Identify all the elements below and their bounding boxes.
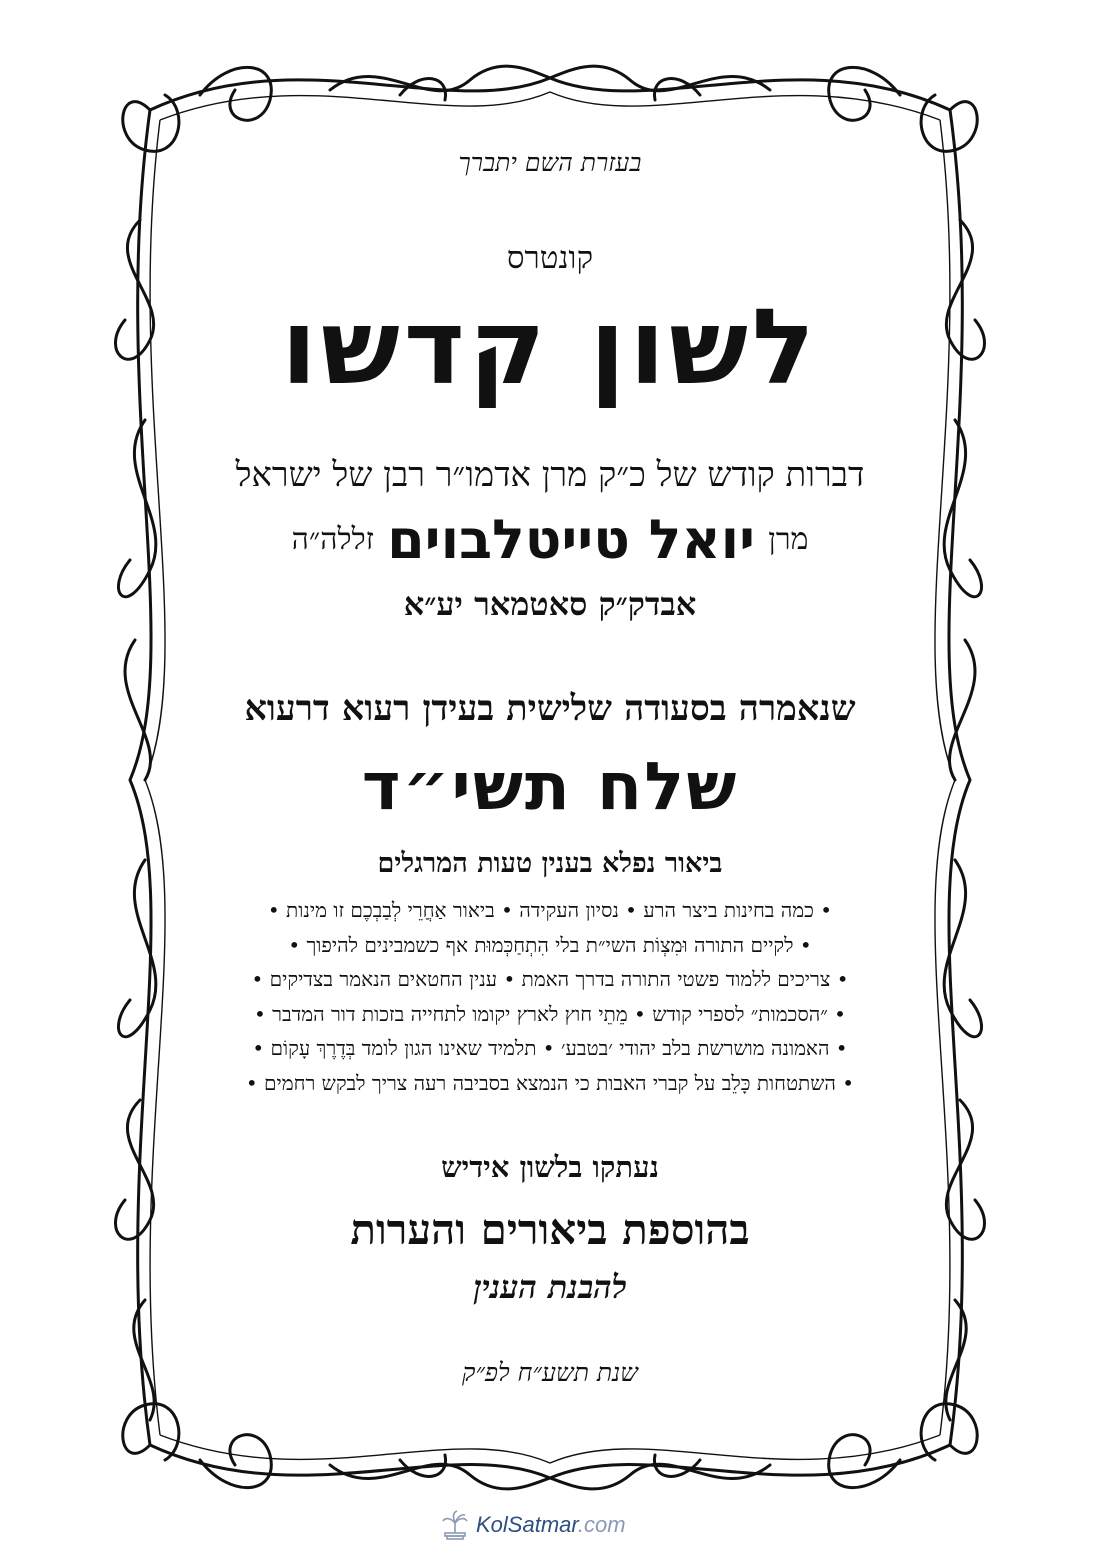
with-help-of-god: בעזרת השם יתברך [458,148,642,177]
avdak-line: אבדק״ק סאטמאר יע״א [403,585,697,623]
parsha-year: שלח תשי״ד [361,748,739,825]
topic-line: • השתטחות כָּלֵב על קברי האבות כי הנמצא בסביבה רעה צריך לבקש רחמים • [245,1070,855,1095]
rebbe-name-line [195,508,905,571]
logo-suffix: .com [577,1512,626,1537]
rebbe-name: יואל טייטלבוים [387,508,756,571]
publication-year: שנת תשע״ח לפ״ק [461,1358,639,1387]
logo-text [476,1512,626,1538]
topic-line: • ״הסכמות״ לספרי קודש • מֵתֵי חוץ לארץ יקומו לתחייה בזכות דור המדבר • [254,1001,846,1026]
topics-list [183,893,917,1100]
topic-line: • האמונה מושרשת בלב יהודי ׳בטבע׳ • תלמיד שאינו הגון לומד בְּדֶרֶךְ עָקוֹם • [252,1036,848,1060]
understanding-line: להבנת הענין [473,1268,627,1306]
topic-line: • לקיים התורה וּמִצְוֹת השי״ת בלי הִתְחַכְּמוּת אף כשמבינים להיפוך • [288,932,812,957]
title-page [195,130,905,1430]
maran-prefix: מרן [768,522,809,557]
said-at-line: שנאמרה בסעודה שלישית בעידן רעוא דרעוא [244,688,856,729]
book-title: לשון קדשו [281,286,819,408]
biur-heading: ביאור נפלא בענין טעות המרגלים [377,848,723,879]
palm-tree-books-icon [440,1509,470,1541]
zlh-suffix: זללה״ה [291,522,374,557]
translated-line: נעתקו בלשון אידיש [441,1150,659,1184]
topic-line: • כמה בחינות ביצר הרע • נסיון העקידה • ביאור אַחֲרֵי לְבַבְכֶם זו מינות • [267,898,833,922]
logo-main: KolSatmar [476,1512,578,1537]
kolsatmar-logo[interactable] [440,1508,670,1542]
divrei-kodesh-line: דברות קודש של כ״ק מרן אדמו״ר רבן של ישראל [235,455,865,495]
topic-line: • צריכים ללמוד פשטי התורה בדרך האמת • ענין החטאים הנאמר בצדיקים • [251,967,849,991]
added-explanations: בהוספת ביאורים והערות [350,1205,750,1254]
kuntres-label: קונטרס [506,240,594,276]
